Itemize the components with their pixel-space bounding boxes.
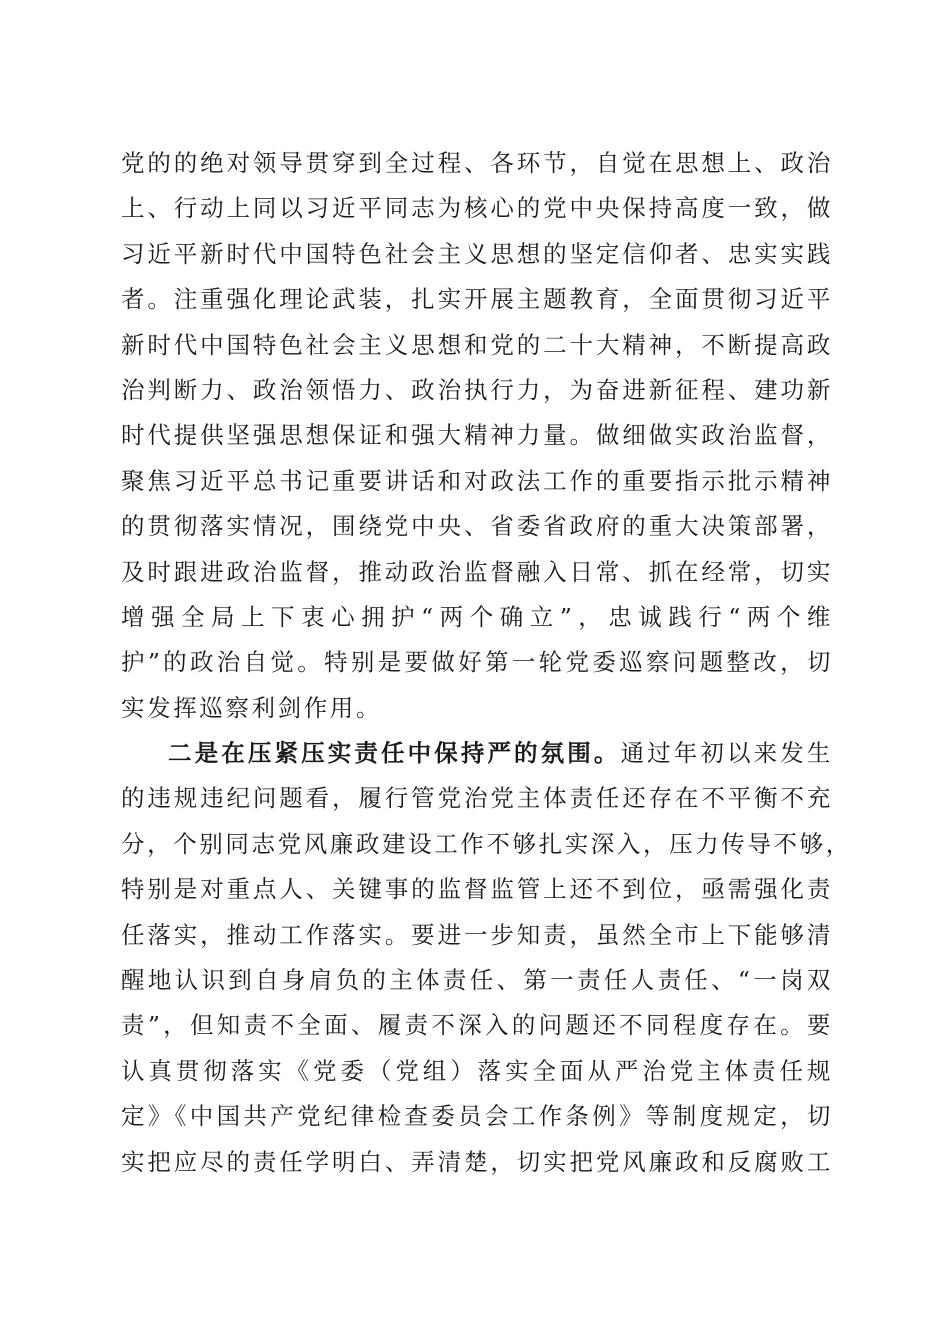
text-line: 实把应尽的责任学明白、弄清楚，切实把党风廉政和反腐败工 [121, 1147, 833, 1176]
text-line: 认真贯彻落实《党委（党组）落实全面从严治党主体责任规 [121, 1056, 833, 1085]
text-line: 的贯彻落实情况，围绕党中央、省委省政府的重大决策部署， [121, 512, 833, 541]
document-body [121, 141, 852, 1185]
text-line: 实发挥巡察利剑作用。 [121, 693, 382, 722]
text-line: 定》《中国共产党纪律检查委员会工作条例》等制度规定，切 [121, 1102, 833, 1131]
section-heading: 二是在压紧压实责任中保持严的氛围。 [168, 739, 621, 768]
paragraph-1 [121, 141, 833, 731]
text-line: 习近平新时代中国特色社会主义思想的坚定信仰者、忠实实践 [121, 239, 833, 268]
text-line: 分，个别同志党风廉政建设工作不够扎实深入，压力传导不够， [121, 829, 852, 858]
paragraph-2-first-line [121, 731, 833, 776]
text-line: 党的的绝对领导贯穿到全过程、各环节，自觉在思想上、政治 [121, 149, 833, 177]
text-line: 醒地认识到自身肩负的主体责任、第一责任人责任、“一岗双 [121, 966, 833, 995]
text-line: 护”的政治自觉。特别是要做好第一轮党委巡察问题整改，切 [121, 648, 833, 677]
text-line: 的违规违纪问题看，履行管党治党主体责任还存在不平衡不充 [121, 784, 833, 813]
text-line: 者。注重强化理论武装，扎实开展主题教育，全面贯彻习近平 [121, 285, 833, 314]
text-line: 增强全局上下衷心拥护“两个确立”，忠诚践行“两个维 [121, 602, 833, 631]
text-line: 聚焦习近平总书记重要讲话和对政法工作的重要指示批示精神 [121, 466, 833, 495]
text-line: 特别是对重点人、关键事的监督监管上还不到位，亟需强化责 [121, 875, 833, 904]
text-line: 新时代中国特色社会主义思想和党的二十大精神，不断提高政 [121, 330, 833, 359]
text-line: 时代提供坚强思想保证和强大精神力量。做细做实政治监督， [121, 421, 833, 450]
text-line: 及时跟进政治监督，推动政治监督融入日常、抓在经常，切实 [121, 557, 833, 586]
text-line: 责”，但知责不全面、履责不深入的问题还不同程度存在。要 [121, 1011, 833, 1040]
text-line: 任落实，推动工作落实。要进一步知责，虽然全市上下能够清 [121, 920, 833, 949]
paragraph-2 [121, 731, 852, 1185]
text-run: 通过年初以来发生 [620, 739, 833, 768]
text-line: 治判断力、政治领悟力、政治执行力，为奋进新征程、建功新 [121, 375, 833, 404]
text-line: 上、行动上同以习近平同志为核心的党中央保持高度一致，做 [121, 194, 833, 223]
